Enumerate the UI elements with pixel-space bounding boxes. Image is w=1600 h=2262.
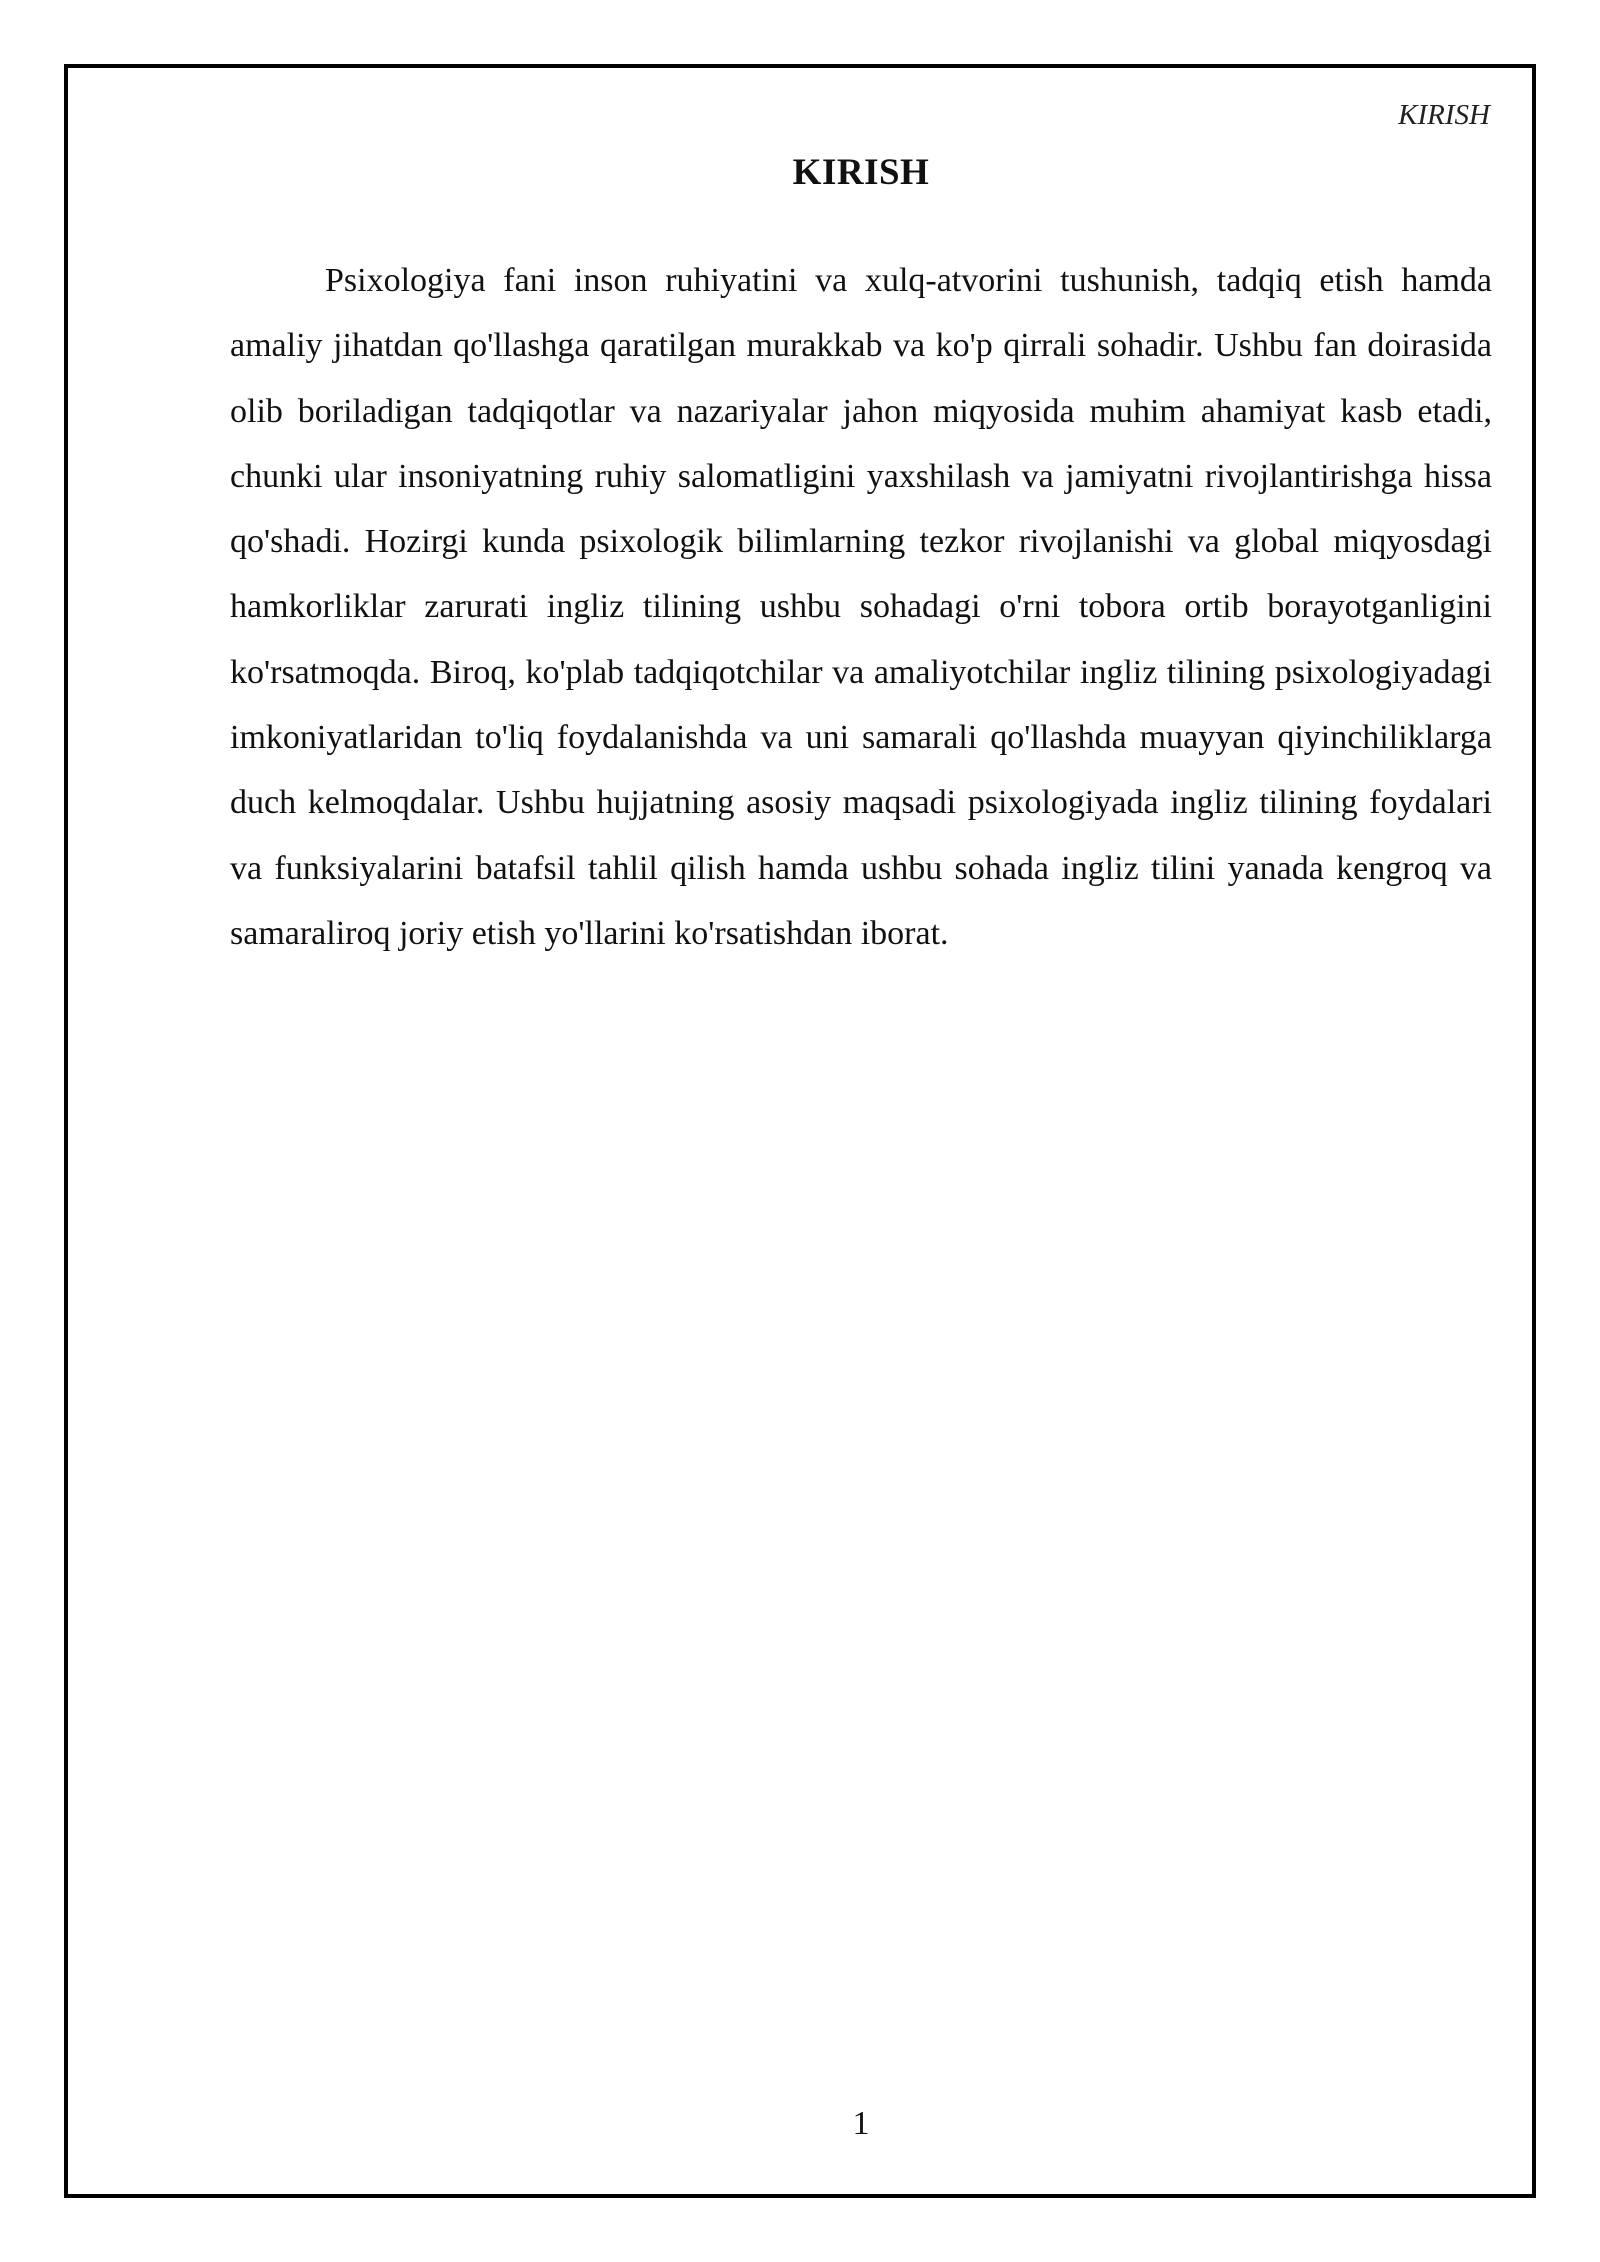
page-number: 1 (852, 2105, 870, 2142)
running-header: KIRISH (1398, 99, 1490, 131)
body-paragraph: Psixologiya fani inson ruhiyatini va xulq-atvorini tushunish, tadqiq etish hamda amaliy jihatdan qo'llashga qaratilgan murakkab va ko'p qirrali sohadir. Ushbu fan doirasida olib boriladigan tadqiqotlar va nazariyalar jahon miqyosida muhim ahamiyat kasb etadi, chunki ular insoniyatning ruhiy salomatligini yaxshilash va jamiyatni rivojlantirishga hissa qo'shadi. Hozirgi kunda psixologik bilimlarning tezkor rivojlanishi va global miqyosdagi hamkorliklar zarurati ingliz tilining ushbu sohadagi o'rni tobora ortib borayotganligini ko'rsatmoqda. Biroq, ko'plab tadqiqotchilar va amaliyotchilar ingliz tilining psixologiyadagi imkoniyatlaridan to'liq foydalanishda va uni samarali qo'llashda muayyan qiyinchiliklarga duch kelmoqdalar. Ushbu hujjatning asosiy maqsadi psixologiyada ingliz tilining foydalari va funksiyalarini batafsil tahlil qilish hamda ushbu sohada ingliz tilini yanada kengroq va samaraliroq joriy etish yo'llarini ko'rsatishdan iborat. (230, 262, 1492, 952)
page-title: KIRISH (792, 152, 930, 193)
